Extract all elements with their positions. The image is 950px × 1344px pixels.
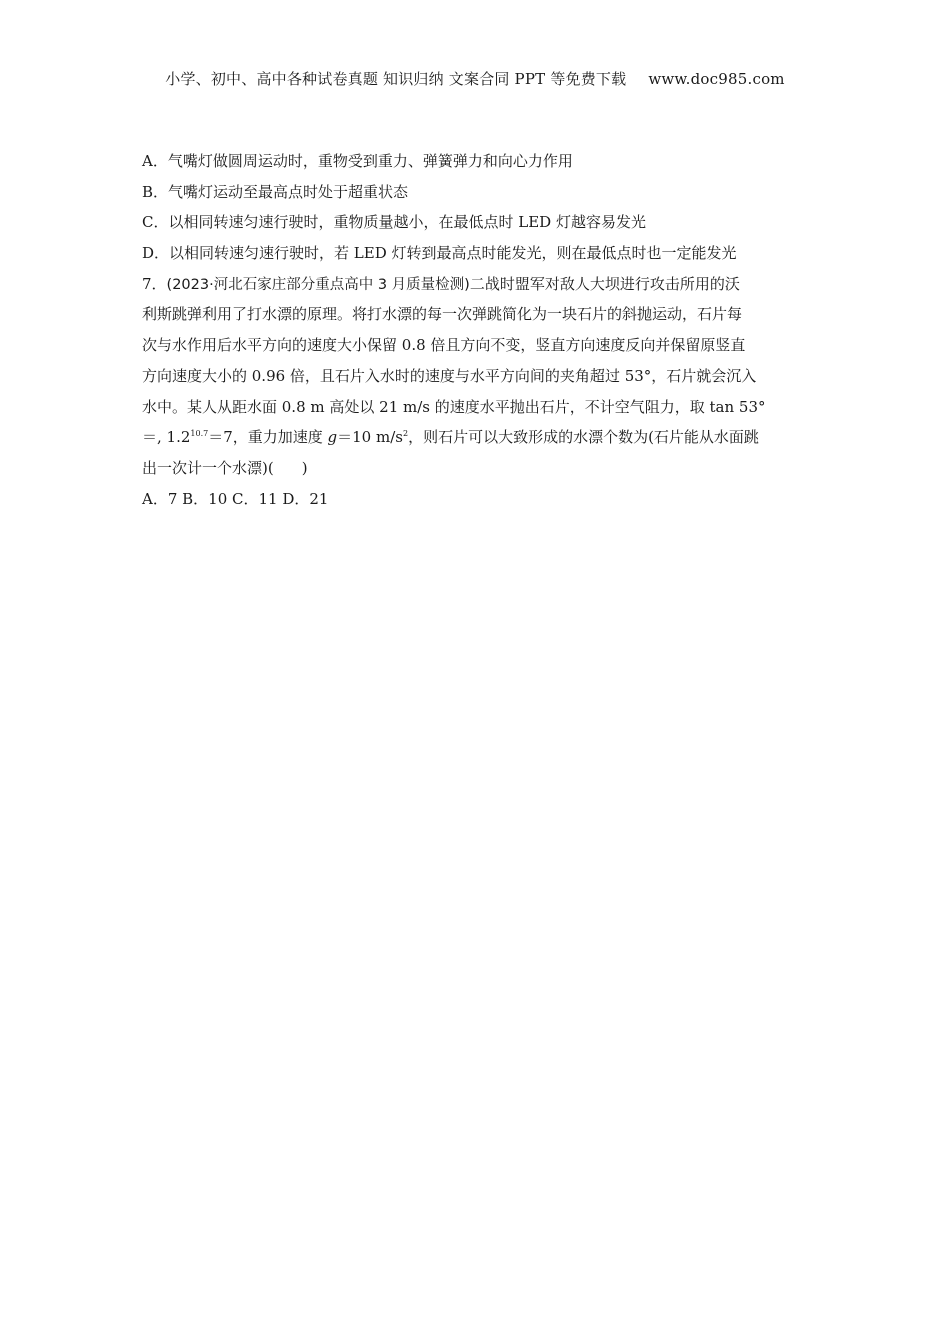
q7-line-6-b: ＝7，重力加速度 — [208, 428, 328, 447]
q7-source: (2023·河北石家庄部分重点高中 3 月质量检测) — [166, 276, 470, 293]
q7-line-7-b: ) — [301, 458, 308, 477]
q7-line-6-a: ＝, 1.2 — [142, 428, 191, 447]
q7-line-5: 水中。某人从距水面 0.8 m 高处以 21 m/s 的速度水平抛出石片，不计空气阻力，取 tan 53° — [142, 397, 766, 416]
q7-line-1-text: 二战时盟军对敌人大坝进行攻击所用的沃 — [469, 274, 740, 293]
header-text: 小学、初中、高中各种试卷真题 知识归纳 文案合同 PPT 等免费下载 — [165, 70, 627, 88]
q7-line-6-d: ，则石片可以大致形成的水漂个数为(石片能从水面跳 — [408, 428, 759, 447]
q6-option-b: B．气嘴灯运动至最高点时处于超重状态 — [142, 182, 409, 201]
q7-line-7 — [142, 453, 812, 484]
q7-line-6 — [142, 422, 812, 453]
q7-options: A．7 B．10 C．11 D．21 — [142, 489, 329, 508]
q7-unit-exponent: 2 — [402, 429, 409, 439]
document-body — [142, 146, 812, 514]
q7-line-1 — [142, 269, 812, 300]
page-header — [0, 68, 950, 89]
q7-line-4: 方向速度大小的 0.96 倍，且石片入水时的速度与水平方向间的夹角超过 53°，石片就会沉入 — [142, 366, 757, 385]
q6-option-a: A．气嘴灯做圆周运动时，重物受到重力、弹簧弹力和向心力作用 — [142, 152, 573, 170]
q7-number: 7． — [142, 274, 167, 293]
q6-option-c: C．以相同转速匀速行驶时，重物质量越小，在最低点时 LED 灯越容易发光 — [142, 213, 646, 232]
header-site-link[interactable]: www.doc985.com — [648, 70, 785, 88]
q7-line-7-a: 出一次计一个水漂)( — [142, 458, 274, 477]
q7-line-2: 利斯跳弹利用了打水漂的原理。将打水漂的每一次弹跳简化为一块石片的斜抛运动，石片每 — [142, 305, 743, 324]
q6-option-d: D．以相同转速匀速行驶时，若 LED 灯转到最高点时能发光，则在最低点时也一定能发光 — [142, 244, 737, 263]
q7-exponent: 10.7 — [190, 429, 209, 439]
q7-gravity-symbol: g — [327, 428, 338, 447]
q7-line-6-c: ＝10 m/s — [337, 428, 403, 447]
q7-line-3: 次与水作用后水平方向的速度大小保留 0.8 倍且方向不变，竖直方向速度反向并保留原竖直 — [142, 336, 746, 355]
